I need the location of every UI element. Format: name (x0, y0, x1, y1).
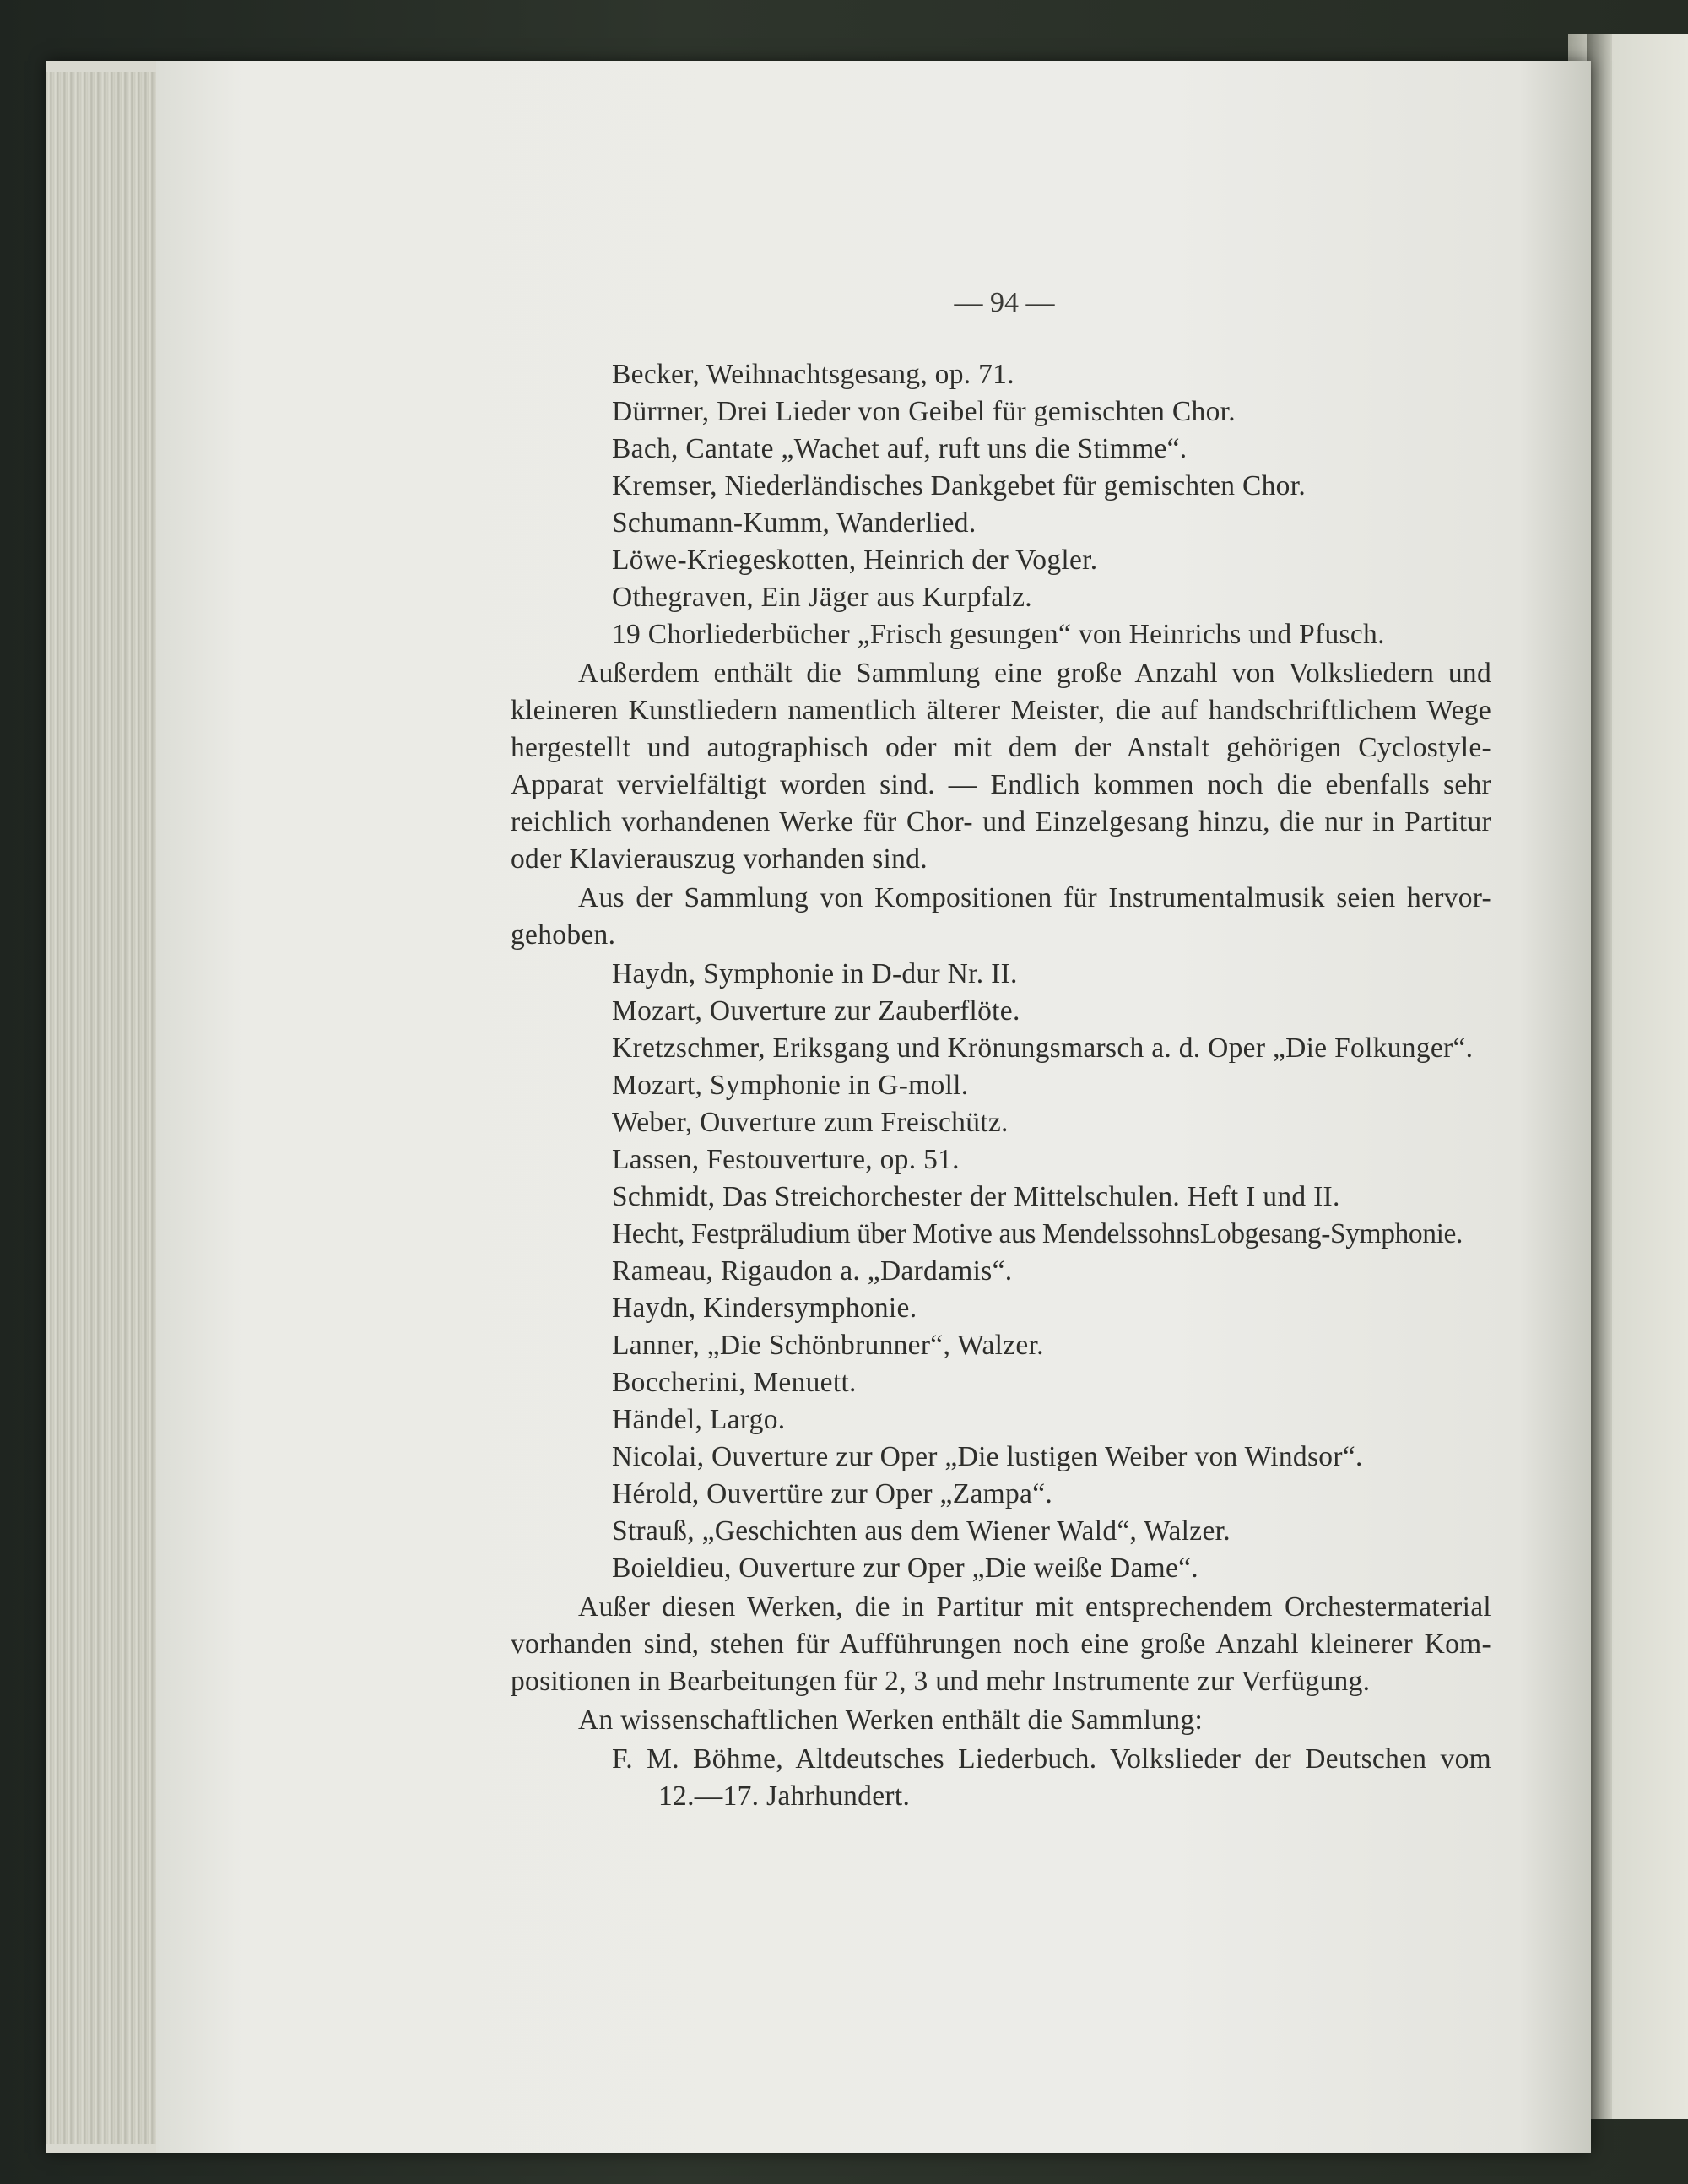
list-item: Bach, Cantate „Wachet auf, ruft uns die Stimme“. (612, 433, 1188, 464)
list-item: Weber, Ouverture zum Freischütz. (612, 1107, 1009, 1138)
list-item: Kretzschmer, Eriksgang und Krönungsmarsch a. d. Oper „Die Folkunger“. (612, 1032, 1474, 1064)
list-item: Rameau, Rigaudon a. „Dardamis“. (612, 1255, 1013, 1287)
list-item: Boccherini, Menuett. (612, 1367, 857, 1398)
list-item: Lanner, „Die Schönbrunner“, Walzer. (612, 1330, 1044, 1361)
list-item: Händel, Largo. (612, 1404, 786, 1435)
list-item: Lassen, Festouverture, op. 51. (612, 1144, 960, 1175)
list-item: Othegraven, Ein Jäger aus Kurpfalz. (612, 582, 1032, 613)
list-item: 12.—17. Jahrhundert. (658, 1780, 911, 1812)
list-item: Mozart, Symphonie in G-moll. (612, 1070, 969, 1101)
page-number: — 94 — (954, 287, 1055, 318)
list-item: Dürrner, Drei Lieder von Geibel für gemischten Chor. (612, 396, 1236, 427)
list-item: Löwe-Kriegeskotten, Heinrich der Vogler. (612, 545, 1098, 576)
paragraph-line: vorhanden sind, stehen für Aufführungen noch eine große Anzahl kleinerer Kom- (511, 1629, 1491, 1660)
page-stack-edges (46, 72, 160, 2144)
paragraph-line: hergestellt und autographisch oder mit dem der Anstalt gehörigen Cyclostyle- (511, 732, 1491, 763)
paragraph-line: An wissenschaftlichen Werken enthält die Sammlung: (578, 1704, 1204, 1736)
paragraph-line: oder Klavierauszug vorhanden sind. (511, 843, 928, 875)
paragraph-line: Aus der Sammlung von Kompositionen für Instrumentalmusik seien hervor- (578, 882, 1491, 913)
paragraph-line: kleineren Kunstliedern namentlich älterer Meister, die auf handschriftlichem Wege (511, 695, 1491, 726)
list-item: Hérold, Ouvertüre zur Oper „Zampa“. (612, 1478, 1053, 1509)
list-item: F. M. Böhme, Altdeutsches Liederbuch. Volkslieder der Deutschen vom (612, 1743, 1491, 1775)
list-item: 19 Chorliederbücher „Frisch gesungen“ von Heinrichs und Pfusch. (612, 619, 1385, 650)
list-item: Nicolai, Ouverture zur Oper „Die lustigen Weiber von Windsor“. (612, 1441, 1363, 1472)
list-item: Hecht, Festpräludium über Motive aus MendelssohnsLobgesang-Symphonie. (612, 1218, 1463, 1249)
paragraph-line: positionen in Bearbeitungen für 2, 3 und mehr Instrumente zur Verfügung. (511, 1666, 1371, 1697)
list-item: Schmidt, Das Streichorchester der Mittelschulen. Heft I und II. (612, 1181, 1340, 1212)
paragraph-line: reichlich vorhandenen Werke für Chor- und Einzelgesang hinzu, die nur in Partitur (511, 806, 1491, 837)
paragraph-line: Außerdem enthält die Sammlung eine große Anzahl von Volksliedern und (578, 658, 1491, 689)
paragraph-line: Apparat vervielfältigt worden sind. — Endlich kommen noch die ebenfalls sehr (511, 769, 1491, 800)
list-item: Haydn, Symphonie in D-dur Nr. II. (612, 958, 1018, 989)
list-item: Becker, Weihnachtsgesang, op. 71. (612, 359, 1014, 390)
list-item: Kremser, Niederländisches Dankgebet für gemischten Chor. (612, 470, 1306, 501)
list-item: Boieldieu, Ouverture zur Oper „Die weiße Dame“. (612, 1553, 1198, 1584)
list-item: Schumann-Kumm, Wanderlied. (612, 507, 977, 539)
list-item: Mozart, Ouverture zur Zauberflöte. (612, 995, 1020, 1027)
paragraph-line: Außer diesen Werken, die in Partitur mit entsprechendem Orchestermaterial (578, 1591, 1491, 1623)
list-item: Haydn, Kindersymphonie. (612, 1293, 917, 1324)
list-item: Strauß, „Geschichten aus dem Wiener Wald“, Walzer. (612, 1515, 1231, 1547)
paragraph-line: gehoben. (511, 919, 616, 951)
